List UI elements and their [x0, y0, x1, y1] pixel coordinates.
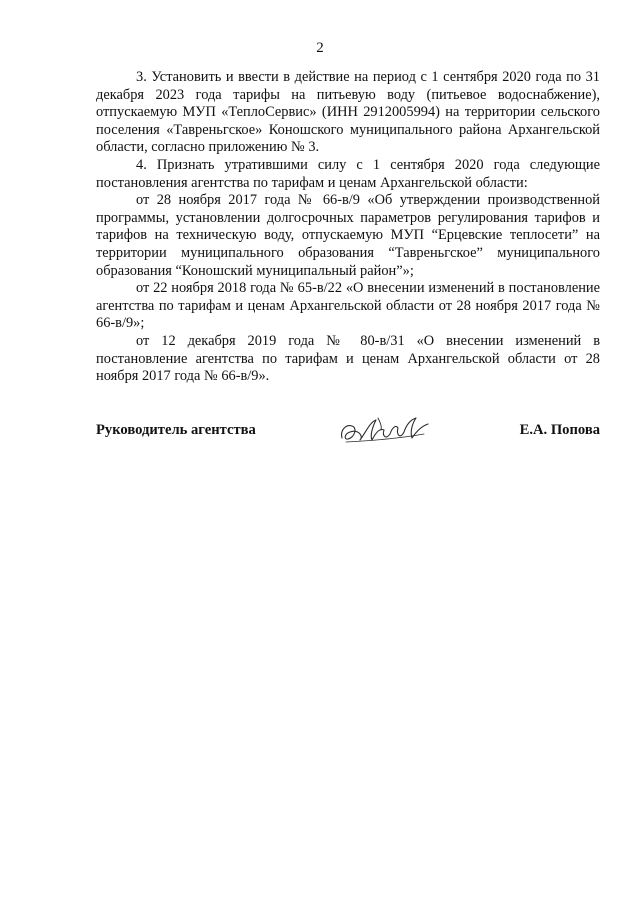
- paragraph-item-3: 3. Установить и ввести в действие на период с 1 сентября 2020 года по 31 декабря 2023 года тарифы на питьевую воду (питьевое водоснабжение), отпускаемую МУП «ТеплоСервис» (ИНН 2912005994) на территории сельского поселения «Тавреньгское» Коношского муниципального района Архангельской области, согласно приложению № 3.: [96, 69, 600, 156]
- handwritten-signature: [336, 412, 436, 448]
- signature-block: [96, 412, 600, 452]
- signer-title: Руководитель агентства: [96, 422, 256, 438]
- repealed-decree-1: от 28 ноября 2017 года № 66-в/9 «Об утверждении производственной программы, установлении долгосрочных параметров регулирования тарифов и тарифов на техническую воду, отпускаемую МУП “Ерцевские теплосети” на территории муниципального образования “Тавреньгское” муниципального образования “Коношский муниципальный район”»;: [96, 192, 600, 279]
- document-body: [96, 69, 600, 386]
- repealed-decree-3: от 12 декабря 2019 года № 80-в/31 «О внесении изменений в постановление агентства по тарифам и ценам Архангельской области от 28 ноября 2017 года № 66-в/9».: [96, 332, 600, 385]
- signer-name: Е.А. Попова: [519, 422, 600, 438]
- paragraph-item-4: 4. Признать утратившими силу с 1 сентября 2020 года следующие постановления агентства по тарифам и ценам Архангельской области:: [96, 156, 600, 191]
- repealed-decree-2: от 22 ноября 2018 года № 65-в/22 «О внесении изменений в постановление агентства по тарифам и ценам Архангельской области от 28 ноября 2017 года № 66-в/9»;: [96, 280, 600, 332]
- page-number: 2: [316, 40, 324, 56]
